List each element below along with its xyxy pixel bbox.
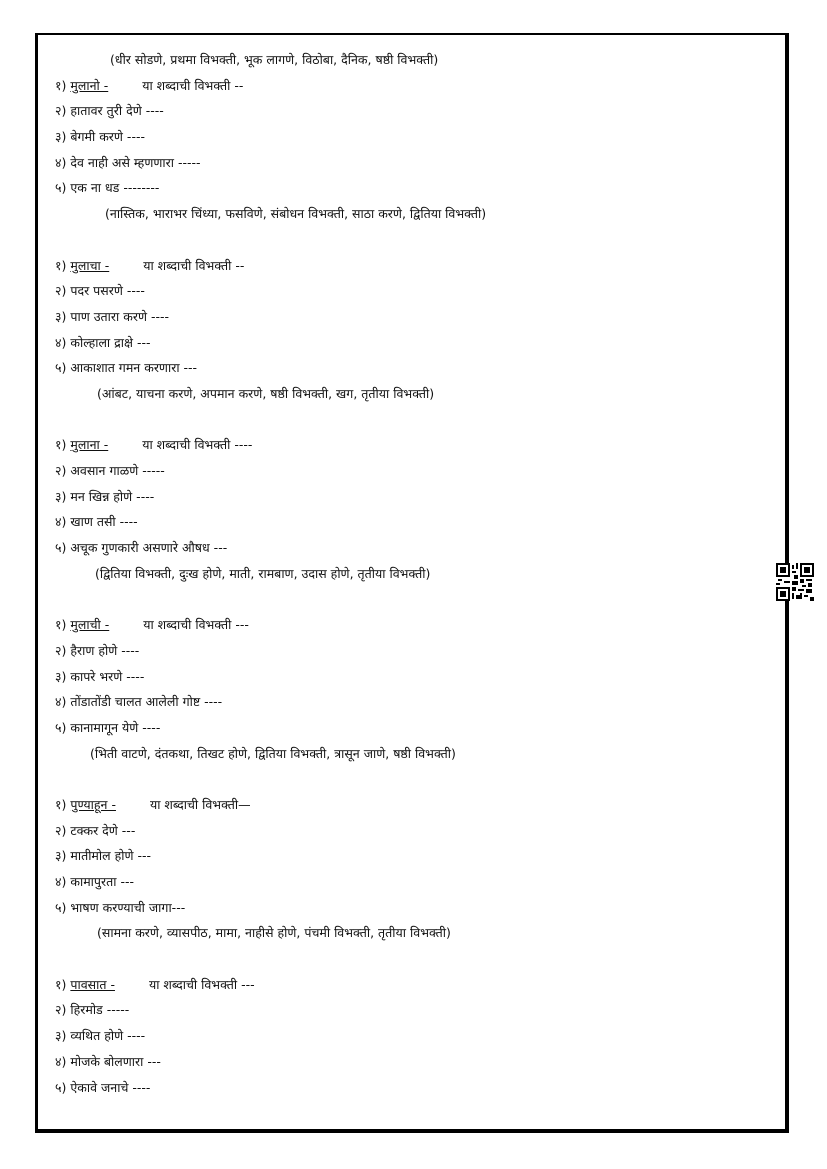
question-head xyxy=(55,972,775,998)
qr-code-icon xyxy=(776,563,814,601)
question-head xyxy=(55,432,775,458)
worksheet xyxy=(55,47,775,1100)
question-item: ५) आकाशात गमन करणारा --- xyxy=(55,360,198,376)
question-item: २) हिरमोड ----- xyxy=(55,1002,130,1018)
question-item: २) अवसान गाळणे ----- xyxy=(55,463,165,478)
question-item: ५) ऐकावे जनाचे ---- xyxy=(55,1079,151,1095)
question-number: १) xyxy=(55,796,67,812)
question-item: ४) कोल्हाला द्राक्षे --- xyxy=(55,334,151,350)
spacer xyxy=(55,946,775,972)
question-number: १) xyxy=(55,976,67,992)
question-suffix: या शब्दाची विभक्ती --- xyxy=(143,617,249,633)
question-item: ३) मातीमोल होणे --- xyxy=(55,848,152,864)
question-item: ५) अचूक गुणकारी असणारे औषध --- xyxy=(55,540,228,556)
question-suffix: या शब्दाची विभक्ती -- xyxy=(142,77,244,93)
question-suffix: या शब्दाची विभक्ती— xyxy=(149,796,251,812)
question-item: ५) कानामागून येणे ---- xyxy=(55,719,161,735)
question-item: २) हैराण होणे ---- xyxy=(55,642,140,658)
question-word: पावसात - xyxy=(70,976,115,992)
question-item: ४) खाण तसी ---- xyxy=(55,514,138,530)
question-item: २) हातावर तुरी देणे ---- xyxy=(55,103,164,119)
options-line: (द्वितिया विभक्ती, दुःख होणे, माती, रामबाण, उदास होणे, तृतीया विभक्ती) xyxy=(95,565,431,581)
question-item: ३) व्यथित होणे ---- xyxy=(55,1028,146,1044)
options-line: (भिती वाटणे, दंतकथा, तिखट होणे, द्वितिया विभक्ती, त्रासून जाणे, षष्ठी विभक्ती) xyxy=(90,745,456,761)
question-item: ५) एक ना धड -------- xyxy=(55,180,160,196)
question-item: ४) देव नाही असे म्हणणारा ----- xyxy=(55,154,201,170)
question-word: मुलानो - xyxy=(70,77,109,93)
question-word: मुलाचा - xyxy=(70,257,110,273)
spacer xyxy=(55,586,775,612)
question-item: २) पदर पसरणे ---- xyxy=(55,283,145,299)
question-item: ३) पाण उतारा करणे ---- xyxy=(55,308,170,324)
question-head xyxy=(55,792,775,818)
question-suffix: या शब्दाची विभक्ती --- xyxy=(148,976,255,992)
options-line: (सामना करणे, व्यासपीठ, मामा, नाहीसे होणे, पंचमी विभक्ती, तृतीया विभक्ती) xyxy=(97,925,451,941)
question-number: १) xyxy=(55,437,67,453)
question-number: १) xyxy=(55,77,67,93)
question-word: मुलाना - xyxy=(70,437,109,453)
question-suffix: या शब्दाची विभक्ती ---- xyxy=(142,437,253,453)
question-item: ३) मन खिन्न होणे ---- xyxy=(55,488,155,504)
question-head xyxy=(55,612,775,638)
question-head xyxy=(55,253,775,279)
question-word: मुलाची - xyxy=(70,617,110,633)
options-line: (आंबट, याचना करणे, अपमान करणे, षष्ठी विभक्ती, खग, तृतीया विभक्ती) xyxy=(97,385,435,401)
options-line: (नास्तिक, भाराभर चिंध्या, फसविणे, संबोधन विभक्ती, साठा करणे, द्वितिया विभक्ती) xyxy=(105,206,487,222)
question-item: ३) बेगमी करणे ---- xyxy=(55,129,145,145)
question-suffix: या शब्दाची विभक्ती -- xyxy=(143,257,245,273)
question-item: ४) तोंडातोंडी चालत आलेली गोष्ट ---- xyxy=(55,694,223,710)
question-item: ४) कामापुरता --- xyxy=(55,874,134,889)
question-item: ५) भाषण करण्याची जागा--- xyxy=(55,899,186,915)
spacer xyxy=(55,407,775,433)
spacer xyxy=(55,766,775,792)
question-head xyxy=(55,73,775,99)
spacer xyxy=(55,227,775,253)
question-item: ४) मोजके बोलणारा --- xyxy=(55,1053,161,1069)
question-number: १) xyxy=(55,617,67,633)
question-item: २) टक्कर देणे --- xyxy=(55,822,136,838)
question-word: पुण्याहून - xyxy=(70,796,116,812)
question-item: ३) कापरे भरणे ---- xyxy=(55,668,145,684)
question-number: १) xyxy=(55,257,67,273)
options-line: (धीर सोडणे, प्रथमा विभक्ती, भूक लागणे, विठोबा, दैनिक, षष्ठी विभक्ती) xyxy=(110,52,439,67)
